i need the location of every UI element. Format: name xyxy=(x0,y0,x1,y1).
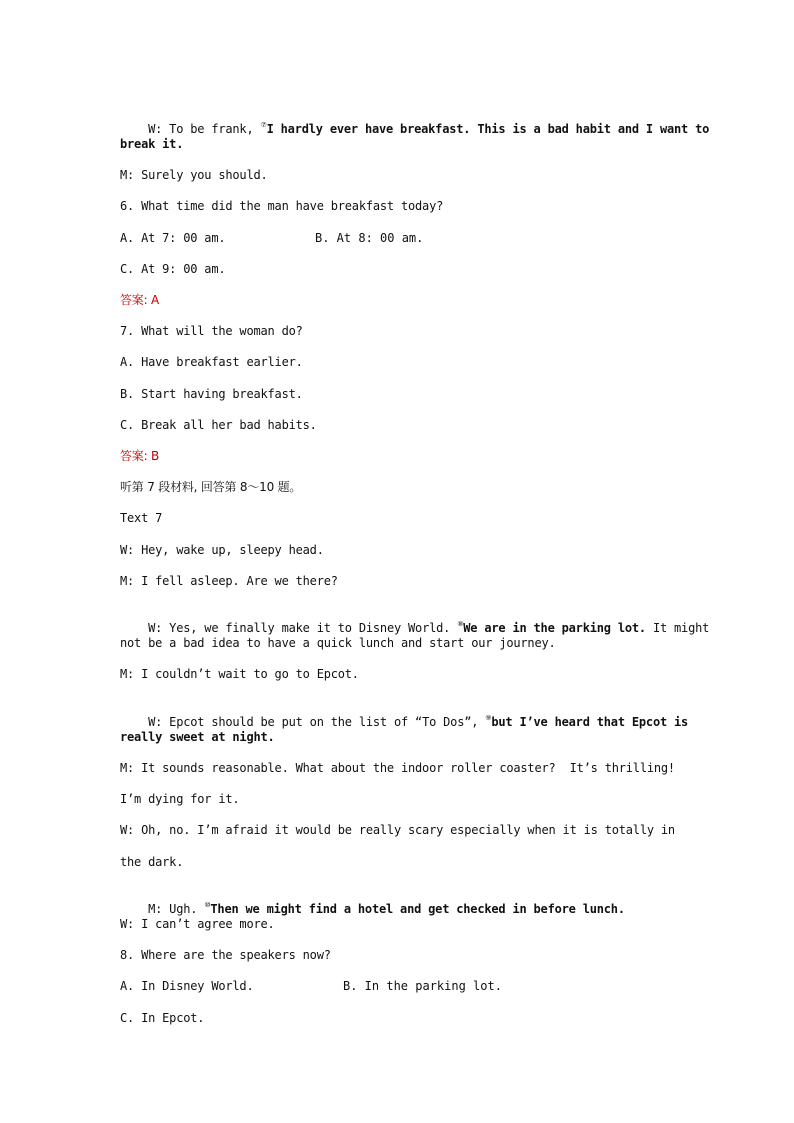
dialogue-continuation: not be a bad idea to have a quick lunch and start our journey. xyxy=(120,636,556,650)
dialogue-line-man: M: Ugh. ⑩Then we might find a hotel and get checked in before lunch. xyxy=(148,901,625,916)
footnote-marker-7: ⑦ xyxy=(260,121,267,129)
answer-label: 答案: B xyxy=(120,449,160,463)
dialogue-line-man: M: Surely you should. xyxy=(120,168,268,182)
dialogue-line-woman: W: Epcot should be put on the list of “To Dos”, ⑨but I’ve heard that Epcot is xyxy=(148,714,689,729)
highlighted-answer-text: Then we might find a hotel and get checked in before lunch. xyxy=(210,902,625,916)
highlighted-answer-text: really sweet at night. xyxy=(120,730,275,744)
section-instruction: 听第 7 段材料, 回答第 8～10 题。 xyxy=(120,480,302,494)
footnote-marker-8: ⑧ xyxy=(457,620,464,628)
dialogue-line-woman: W: Hey, wake up, sleepy head. xyxy=(120,543,324,557)
question-7: 7. What will the woman do? xyxy=(120,324,303,338)
dialogue-line-woman: W: I can’t agree more. xyxy=(120,917,275,931)
dialogue-line-woman: W: To be frank, ⑦I hardly ever have breakfast. This is a bad habit and I want to xyxy=(148,121,710,136)
option-a: A. At 7: 00 am. xyxy=(120,231,226,245)
dialogue-line-man: M: I couldn’t wait to go to Epcot. xyxy=(120,667,359,681)
option-b: B. Start having breakfast. xyxy=(120,387,303,401)
dialogue-line-woman: W: Oh, no. I’m afraid it would be really scary especially when it is totally in xyxy=(120,823,675,837)
text-heading: Text 7 xyxy=(120,511,163,525)
footnote-marker-10: ⑩ xyxy=(204,901,211,909)
dialogue-continuation: I’m dying for it. xyxy=(120,792,240,806)
option-c: C. In Epcot. xyxy=(120,1011,205,1025)
dialogue-line-woman: W: Yes, we finally make it to Disney World. ⑧We are in the parking lot. It might xyxy=(148,620,710,635)
highlighted-answer-text: We are in the parking lot. xyxy=(463,621,646,635)
option-c: C. At 9: 00 am. xyxy=(120,262,226,276)
dialogue-continuation: the dark. xyxy=(120,855,184,869)
option-a: A. Have breakfast earlier. xyxy=(120,355,303,369)
dialogue-line-man: M: It sounds reasonable. What about the indoor roller coaster? It’s thrilling! xyxy=(120,761,675,775)
question-6: 6. What time did the man have breakfast today? xyxy=(120,199,444,213)
option-a: A. In Disney World. xyxy=(120,979,254,993)
option-c: C. Break all her bad habits. xyxy=(120,418,317,432)
highlighted-answer-text: but I’ve heard that Epcot is xyxy=(491,715,689,729)
question-8: 8. Where are the speakers now? xyxy=(120,948,331,962)
highlighted-answer-text: I hardly ever have breakfast. This is a bad habit and I want to xyxy=(266,122,710,136)
option-b: B. In the parking lot. xyxy=(343,979,502,993)
highlighted-answer-text: break it. xyxy=(120,137,184,151)
dialogue-line-man: M: I fell asleep. Are we there? xyxy=(120,574,338,588)
footnote-marker-9: ⑨ xyxy=(485,714,492,722)
answer-label: 答案: A xyxy=(120,293,160,307)
option-b: B. At 8: 00 am. xyxy=(315,231,424,245)
